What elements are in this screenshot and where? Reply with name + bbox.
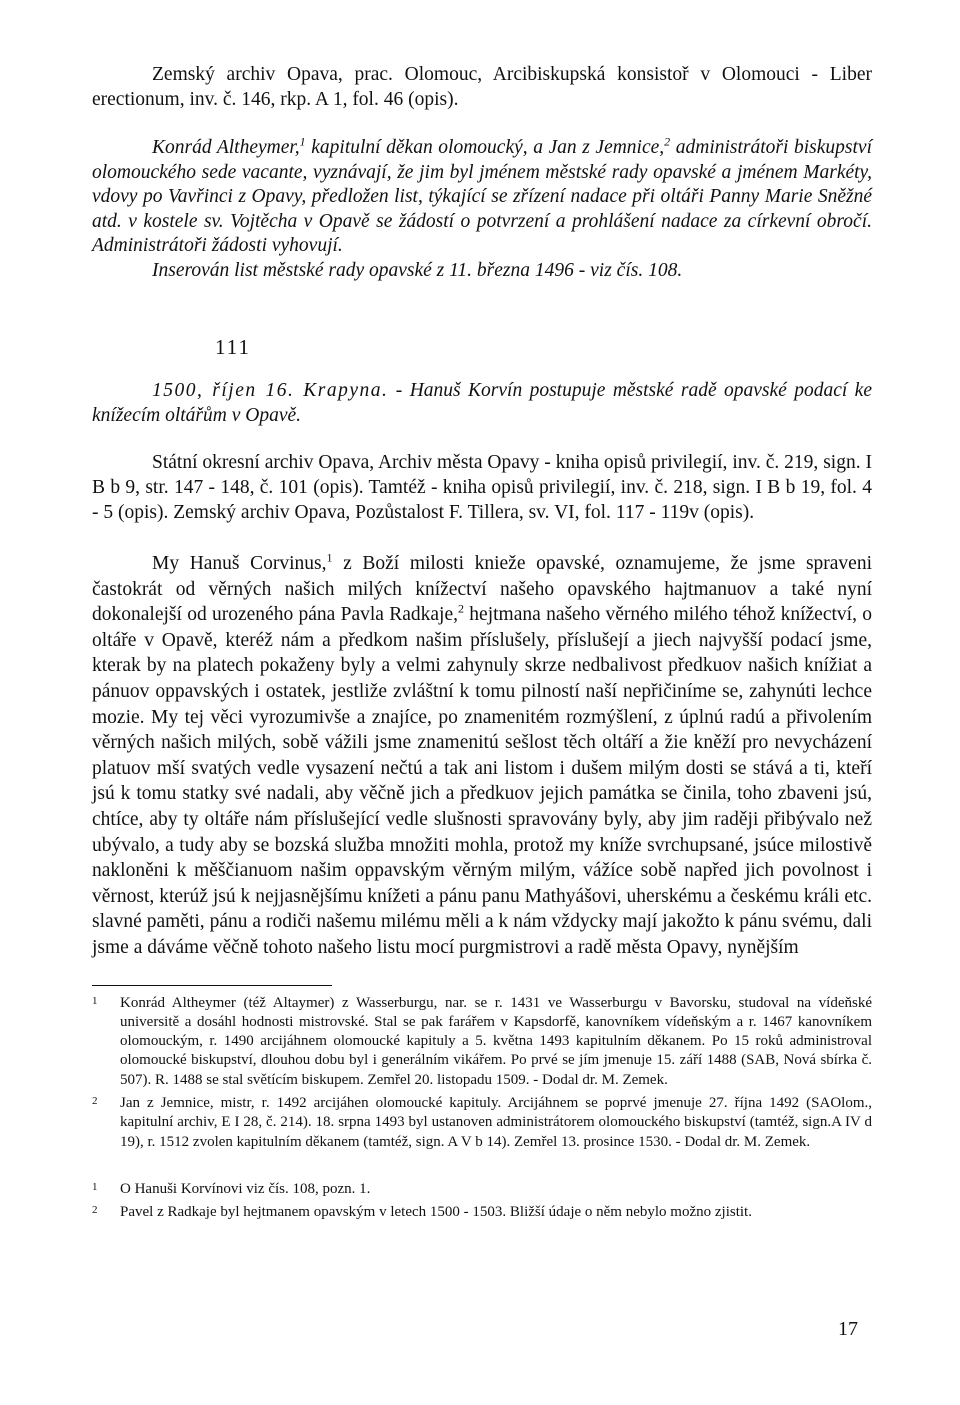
charter-footnote-ref-2: 2: [458, 601, 464, 616]
charter-text-2: z Boží milosti knieže opavské, oznamujeme, že jsme spraveni častokrát od věrných našich milých knížectví našeho opavského hajtmanuov a také nyní dokonalejší od urozeného pána Pavla Radkaje,: [92, 553, 873, 626]
footnote-text: Jan z Jemnice, mistr, r. 1492 arcijáhen olomoucké kapituly. Arcijáhnem se poprvé jmenuje 27. října 1492 (SAOlom., kapitulní archiv, E I 28, č. 214). 18. srpna 1493 byl ustanoven administrátorem olomouckého biskupství (tamtéž, sign.A IV d 19), r. 1512 zvolen kapitulním děkanem (tamtéž, sign. A V b 14). Zemřel 13. prosince 1530. - Dodal dr. M. Zemek.: [120, 1094, 872, 1150]
footnote: [92, 994, 872, 1090]
document-page: [92, 62, 872, 1222]
inserted-note: Inserován list městské rady opavské z 11. března 1496 - viz čís. 108.: [152, 259, 683, 281]
footnote-number: 2: [92, 1094, 98, 1107]
regest-text-1: Konrád Altheymer,: [152, 137, 300, 158]
charter-footnote-ref-1: 1: [326, 550, 333, 565]
footnotes-charter: [92, 1180, 872, 1223]
heading-date-place: 1500, říjen 16. Krapyna.: [152, 380, 389, 401]
footnote: [92, 1180, 872, 1199]
source-note: Zemský archiv Opava, prac. Olomouc, Arcibiskupská konsistoř v Olomouci - Liber erectionum, inv. č. 146, rkp. A 1, fol. 46 (opis).: [92, 64, 872, 110]
footnote-text: Pavel z Radkaje byl hejtmanem opavským v letech 1500 - 1503. Bližší údaje o něm nebylo možno zjistit.: [120, 1204, 752, 1221]
regest-text-3: administrátoři biskupství olomouckého sede vacante, vyznávají, že jim byl jménem městské rady opavské a jménem Markéty, vdovy po Vavřinci z Opavy, předložen list, týkající se zřízení nadace při oltáři Panny Marie Sněžné atd. v kostele sv. Vojtěcha v Opavě se žádostí o potvrzení a prohlášení nadace za církevní obročí. Administrátoři žádosti vyhovují.: [92, 137, 872, 256]
footnote-number: 1: [92, 1180, 98, 1193]
footnote-text: Konrád Altheymer (též Altaymer) z Wasserburgu, nar. se r. 1431 ve Wasserburgu v Bavorsku, studoval na vídeňské universitě a dosáhl hodnosti mistrovské. Stal se pak farářem v Kapsdorfě, kanovníkem vídeňským a r. 1467 kanovníkem olomouckým, r. 1490 arcijáhnem olomoucké kapituly a 5. května 1493 kapitulním děkanem. Po 15 roků administroval olomoucké biskupství, dlouhou dobu byl i generálním vikářem. Po prvé se jím jmenuje 15. září 1488 (SAB, Nová sbírka č. 507). R. 1488 se stal světícím biskupem. Zemřel 20. listopadu 1509. - Dodal dr. M. Zemek.: [120, 994, 872, 1088]
heading-summary: - Hanuš Korvín postupuje městské radě opavské podací ke knížecím oltářům v Opavě.: [92, 380, 872, 426]
footnote-divider: [92, 985, 332, 986]
footnote: [92, 1203, 872, 1222]
charter-text: [92, 551, 872, 961]
charter-text-1: My Hanuš Corvinus,: [152, 553, 327, 574]
footnote-number: 1: [92, 994, 98, 1007]
page-number: 17: [838, 1318, 858, 1340]
document-number: 111: [215, 335, 251, 359]
footnote: [92, 1094, 872, 1152]
footnote-ref-2: 2: [664, 134, 671, 149]
document-heading: [92, 378, 872, 428]
regest-paragraph: [92, 136, 872, 259]
charter-text-3: hejtmana našeho věrného milého téhož knížectví, o oltáře v Opavě, kteréž nám a předkom našim příslušely, příslušejí a jiech najvyšší podací jsme, kterak by na platech pokaženy byly a velmi zahynuly skrze nedbalivost předkuov našich knížiat a pánuov oppavských i ostatek, jestliže zvláštní k tomu pilností naší nepřičiníme se, zahynúti lechce mozie. My tej věci vyrozumivše a znajíce, po znamenitém rozmýšlení, z úplnú radú a přivolením věrných našich milých, sobě vážili jsme znamenitú sešlost těch oltáří a žie kněží pro nevycházení platuov mší svatých vedle vysazení nečtú a tak ani listom i dušem milým dosti se stává a ti, kteří jsú k tomu statky své nadali, aby věčně jich a předkuov jejich památka se činila, toho zbaveni jsú, chtíce, aby ty oltáře nám příslušející vedle slušnosti spravovány byly, aby jim raději přibývalo než ubývalo, a tudy aby se bozská služba množiti mohla, protož my kníže svrchupsané, jsúce milostivě nakloněni k měščianuom našim oppavským věrným milým, vážíce sobě napřed jich povolnost i věrnost, kterúž jsú k nejjasnějšímu knížeti a pánu panu Mathyášovi, uherskému a českému králi etc. slavné paměti, pánu a rodiči našemu milému měli a k nám vždycky mají jakožto k pánu svému, dali jsme a dáváme věčně tohoto našeho listu mocí purgmistrovi a radě města Opavy, nynějším: [92, 604, 872, 958]
footnotes-regest: [92, 994, 872, 1152]
regest-text-2: kapitulní děkan olomoucký, a Jan z Jemnice,: [305, 137, 665, 158]
archive-note: Státní okresní archiv Opava, Archiv města Opavy - kniha opisů privilegií, inv. č. 219, sign. I B b 9, str. 147 - 148, č. 101 (opis). Tamtéž - kniha opisů privilegií, inv. č. 218, sign. I B b 19, fol. 4 - 5 (opis). Zemský archiv Opava, Pozůstalost F. Tillera, sv. VI, fol. 117 - 119v (opis).: [92, 452, 872, 523]
footnote-text: O Hanuši Korvínovi viz čís. 108, pozn. 1.: [120, 1180, 371, 1197]
footnote-number: 2: [92, 1204, 98, 1217]
footnote-ref-1: 1: [299, 134, 306, 149]
